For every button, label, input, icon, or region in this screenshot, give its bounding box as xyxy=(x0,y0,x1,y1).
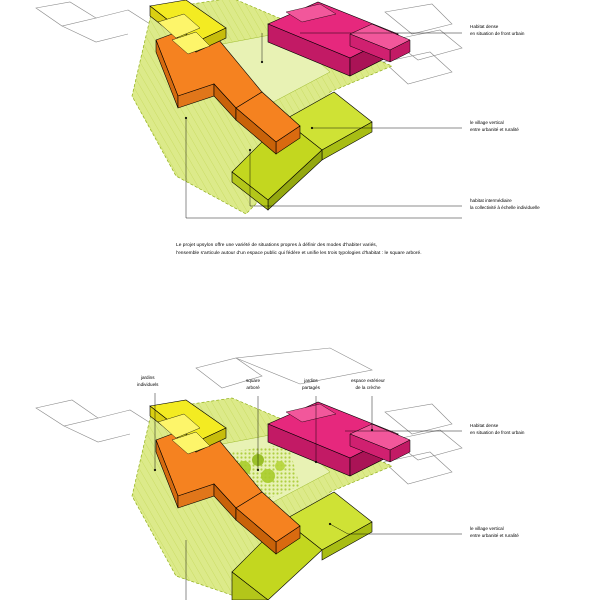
label-espace-exterieur-creche-line2: de la crèche xyxy=(355,384,381,390)
callout-village-vertical-line2: entre urbanité et ruralité xyxy=(470,126,519,132)
label-jardins-individuels-line2: individuels xyxy=(137,381,159,387)
callout-village-vertical-2-line2: entre urbanité et ruralité xyxy=(470,532,519,538)
label-square-arbore-line1: square xyxy=(246,378,261,383)
project-caption-line2: l'ensemble s'articule autour d'un espace public qui fédère et unifie les trois typologies d'habitat : le square arboré. xyxy=(176,251,422,257)
callout-habitat-dense-line1: Habitat dense xyxy=(470,24,499,29)
callout-habitat-dense-2 xyxy=(470,423,524,437)
label-jardins-individuels-line1: jardins xyxy=(140,375,155,380)
label-jardins-partages-line1: jardins xyxy=(304,378,318,383)
project-caption xyxy=(176,242,422,258)
callout-habitat-dense-2-line2: en situation de front urbain xyxy=(470,429,525,435)
callout-habitat-dense-line2: en situation de front urbain xyxy=(470,30,525,36)
callout-village-vertical-2-line1: le village vertical xyxy=(470,526,504,531)
callout-habitat-dense-2-line1: Habitat dense xyxy=(470,423,499,428)
callout-village-vertical xyxy=(470,120,519,134)
callout-habitat-dense xyxy=(470,24,524,38)
callout-village-vertical-line1: le village vertical xyxy=(470,120,504,125)
label-square-arbore xyxy=(246,378,260,392)
label-jardins-partages-line2: partagés xyxy=(302,384,320,390)
callout-habitat-intermediaire xyxy=(470,198,540,212)
project-caption-line1: Le projet upsylon offre une variété de situations propres à définir des modes d'habiter variés, xyxy=(176,243,378,248)
label-jardins-individuels xyxy=(137,375,158,389)
callout-habitat-intermediaire-line2: la collectivité à échelle individuelle xyxy=(470,204,540,210)
callout-village-vertical-2 xyxy=(470,526,519,540)
label-espace-exterieur-creche xyxy=(351,378,385,392)
label-jardins-partages xyxy=(302,378,320,392)
label-square-arbore-line2: arboré xyxy=(246,384,260,390)
label-espace-exterieur-creche-line1: espace extérieur xyxy=(351,378,385,383)
callout-habitat-intermediaire-line1: habitat intermédiaire xyxy=(470,198,512,203)
top-figure-group xyxy=(36,0,462,218)
